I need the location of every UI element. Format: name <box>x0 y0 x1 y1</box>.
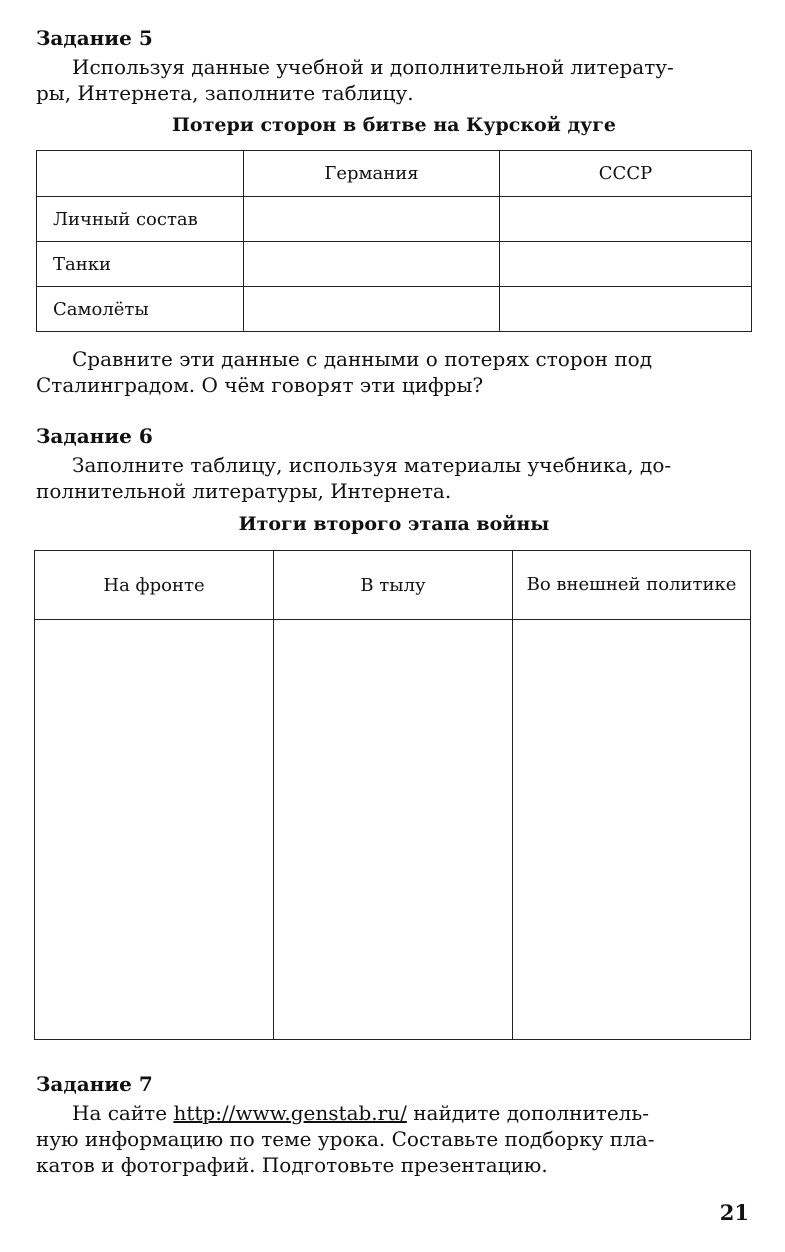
task6-table-title: Итоги второго этапа войны <box>238 513 550 535</box>
task7-line3: катов и фотографий. Подготовьте презентацию. <box>36 1153 548 1177</box>
table-header-row <box>35 551 751 620</box>
cell-foreign-policy[interactable] <box>513 620 751 1040</box>
genstab-link[interactable]: http://www.genstab.ru/ <box>173 1101 407 1125</box>
task5-heading: Задание 5 <box>36 26 153 50</box>
cell-germany-tanks[interactable] <box>244 242 500 287</box>
task5-instruction-line2: ры, Интернета, заполните таблицу. <box>36 81 414 105</box>
task5-table-title: Потери сторон в битве на Курской дуге <box>171 114 616 136</box>
task6-instruction-line2: полнительной литературы, Интернета. <box>36 479 452 503</box>
task7-text <box>36 1100 752 1178</box>
table-row <box>37 242 752 287</box>
task6-instruction-line1: Заполните таблицу, используя материалы учебника, до- <box>72 453 672 477</box>
row-label-aircraft: Самолёты <box>37 287 244 332</box>
cell-rear[interactable] <box>274 620 513 1040</box>
kursk-losses-table <box>36 150 752 332</box>
cell-germany-aircraft[interactable] <box>244 287 500 332</box>
task5-question-line2: Сталинградом. О чём говорят эти цифры? <box>36 373 484 397</box>
task5-instruction <box>36 54 752 106</box>
task7-text-before-link: На сайте <box>72 1101 174 1125</box>
table-row <box>37 197 752 242</box>
task7-text-after-link: найдите дополнитель- <box>406 1101 650 1125</box>
task5-question-line1: Сравните эти данные с данными о потерях сторон под <box>72 347 653 371</box>
war-results-table <box>34 550 751 1040</box>
task5-question <box>36 346 752 398</box>
task7-line2: ную информацию по теме урока. Составьте подборку пла- <box>36 1127 655 1151</box>
table-header-front: На фронте <box>35 551 274 620</box>
task6-heading: Задание 6 <box>36 424 153 448</box>
row-label-personnel: Личный состав <box>37 197 244 242</box>
table-header-germany: Германия <box>244 151 500 197</box>
task7-heading: Задание 7 <box>36 1072 153 1096</box>
table-header-ussr: СССР <box>500 151 752 197</box>
page-number: 21 <box>719 1200 749 1225</box>
cell-ussr-personnel[interactable] <box>500 197 752 242</box>
table-row <box>35 620 751 1040</box>
table-header-rear: В тылу <box>274 551 513 620</box>
table-header-foreign-policy: Во внешней политике <box>513 551 751 620</box>
table-header-row <box>37 151 752 197</box>
task5-instruction-line1: Используя данные учебной и дополнительной литерату- <box>72 55 674 79</box>
row-label-tanks: Танки <box>37 242 244 287</box>
task6-instruction <box>36 452 752 504</box>
table-header-cell <box>37 151 244 197</box>
cell-front[interactable] <box>35 620 274 1040</box>
cell-germany-personnel[interactable] <box>244 197 500 242</box>
table-row <box>37 287 752 332</box>
cell-ussr-aircraft[interactable] <box>500 287 752 332</box>
cell-ussr-tanks[interactable] <box>500 242 752 287</box>
